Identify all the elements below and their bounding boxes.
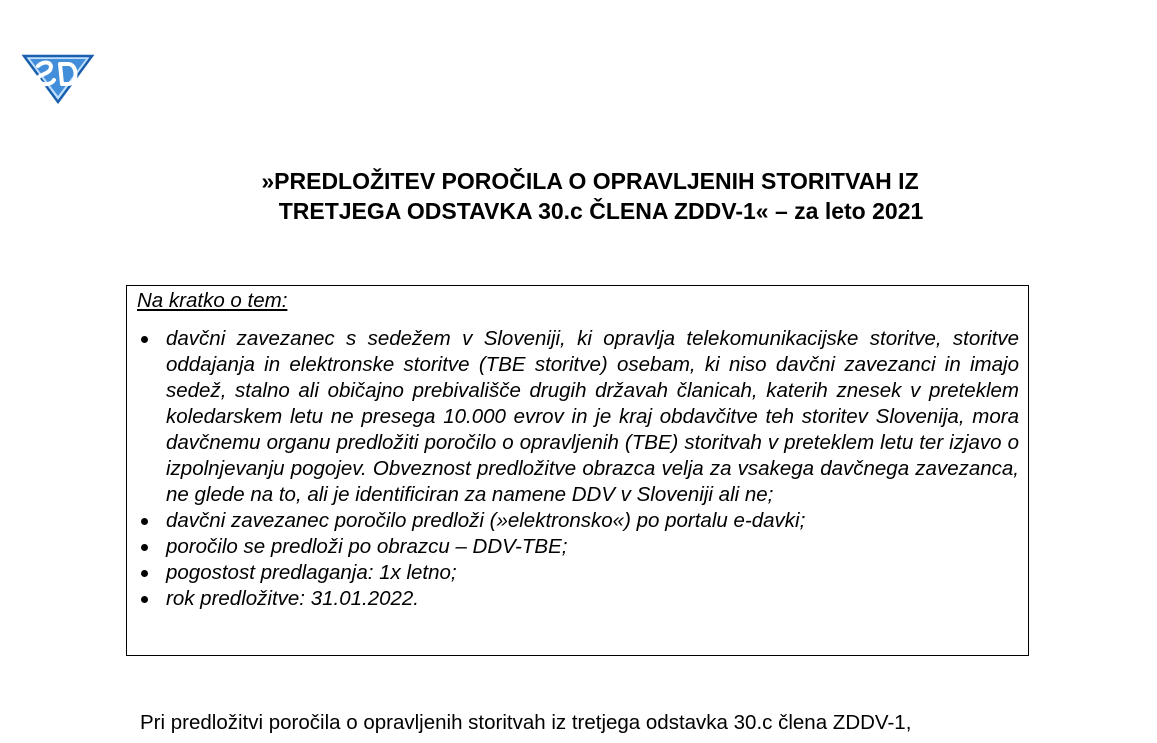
list-item — [137, 534, 1019, 560]
title-line-1: »PREDLOŽITEV POROČILA O OPRAVLJENIH STORITVAH IZ — [261, 168, 919, 194]
bullet-icon — [141, 570, 148, 577]
list-item — [137, 326, 1019, 508]
summary-box — [126, 285, 1029, 656]
list-item-text: pogostost predlaganja: 1x letno; — [166, 561, 457, 584]
summary-list — [137, 326, 1019, 612]
bullet-icon — [141, 596, 148, 603]
fs-logo-icon — [20, 48, 96, 104]
list-item-text: davčni zavezanec s sedežem v Sloveniji, ki opravlja telekomunikacijske storitve, storitve oddajanja in elektronske storitve (TBE storitve) osebam, ki niso davčni zavezanci in imajo sedež, stalno ali običajno prebivališče drugih državah članicah, katerih znesek v preteklem koledarskem letu ne presega 10.000 evrov in je kraj obdavčitve teh storitev Slovenija, mora davčnemu organu predložiti poročilo o opravljenih (TBE) storitvah v preteklem letu ter izjavo o izpolnjevanju pogojev. Obveznost predložitve obrazca velja za vsakega davčnega zavezanca, ne glede na to, ali je identificiran za namene DDV v Sloveniji ali ne; — [166, 327, 1019, 506]
bullet-icon — [141, 544, 148, 551]
bullet-icon — [141, 518, 148, 525]
list-item-text: davčni zavezanec poročilo predloži (»elektronsko«) po portalu e-davki; — [166, 509, 806, 532]
list-item — [137, 508, 1019, 534]
summary-heading: Na kratko o tem: — [137, 289, 288, 312]
title-line-2: TRETJEGA ODSTAVKA 30.c ČLENA ZDDV-1« – za leto 2021 — [278, 198, 924, 224]
intro-paragraph: Pri predložitvi poročila o opravljenih storitvah iz tretjega odstavka 30.c člena ZDDV-1, — [140, 711, 912, 734]
list-item — [137, 560, 1019, 586]
list-item-text: rok predložitve: 31.01.2022. — [166, 587, 419, 610]
document-title — [120, 166, 1060, 226]
list-item-text: poročilo se predloži po obrazcu – DDV-TBE; — [166, 535, 568, 558]
list-item — [137, 586, 1019, 612]
bullet-icon — [141, 336, 148, 343]
